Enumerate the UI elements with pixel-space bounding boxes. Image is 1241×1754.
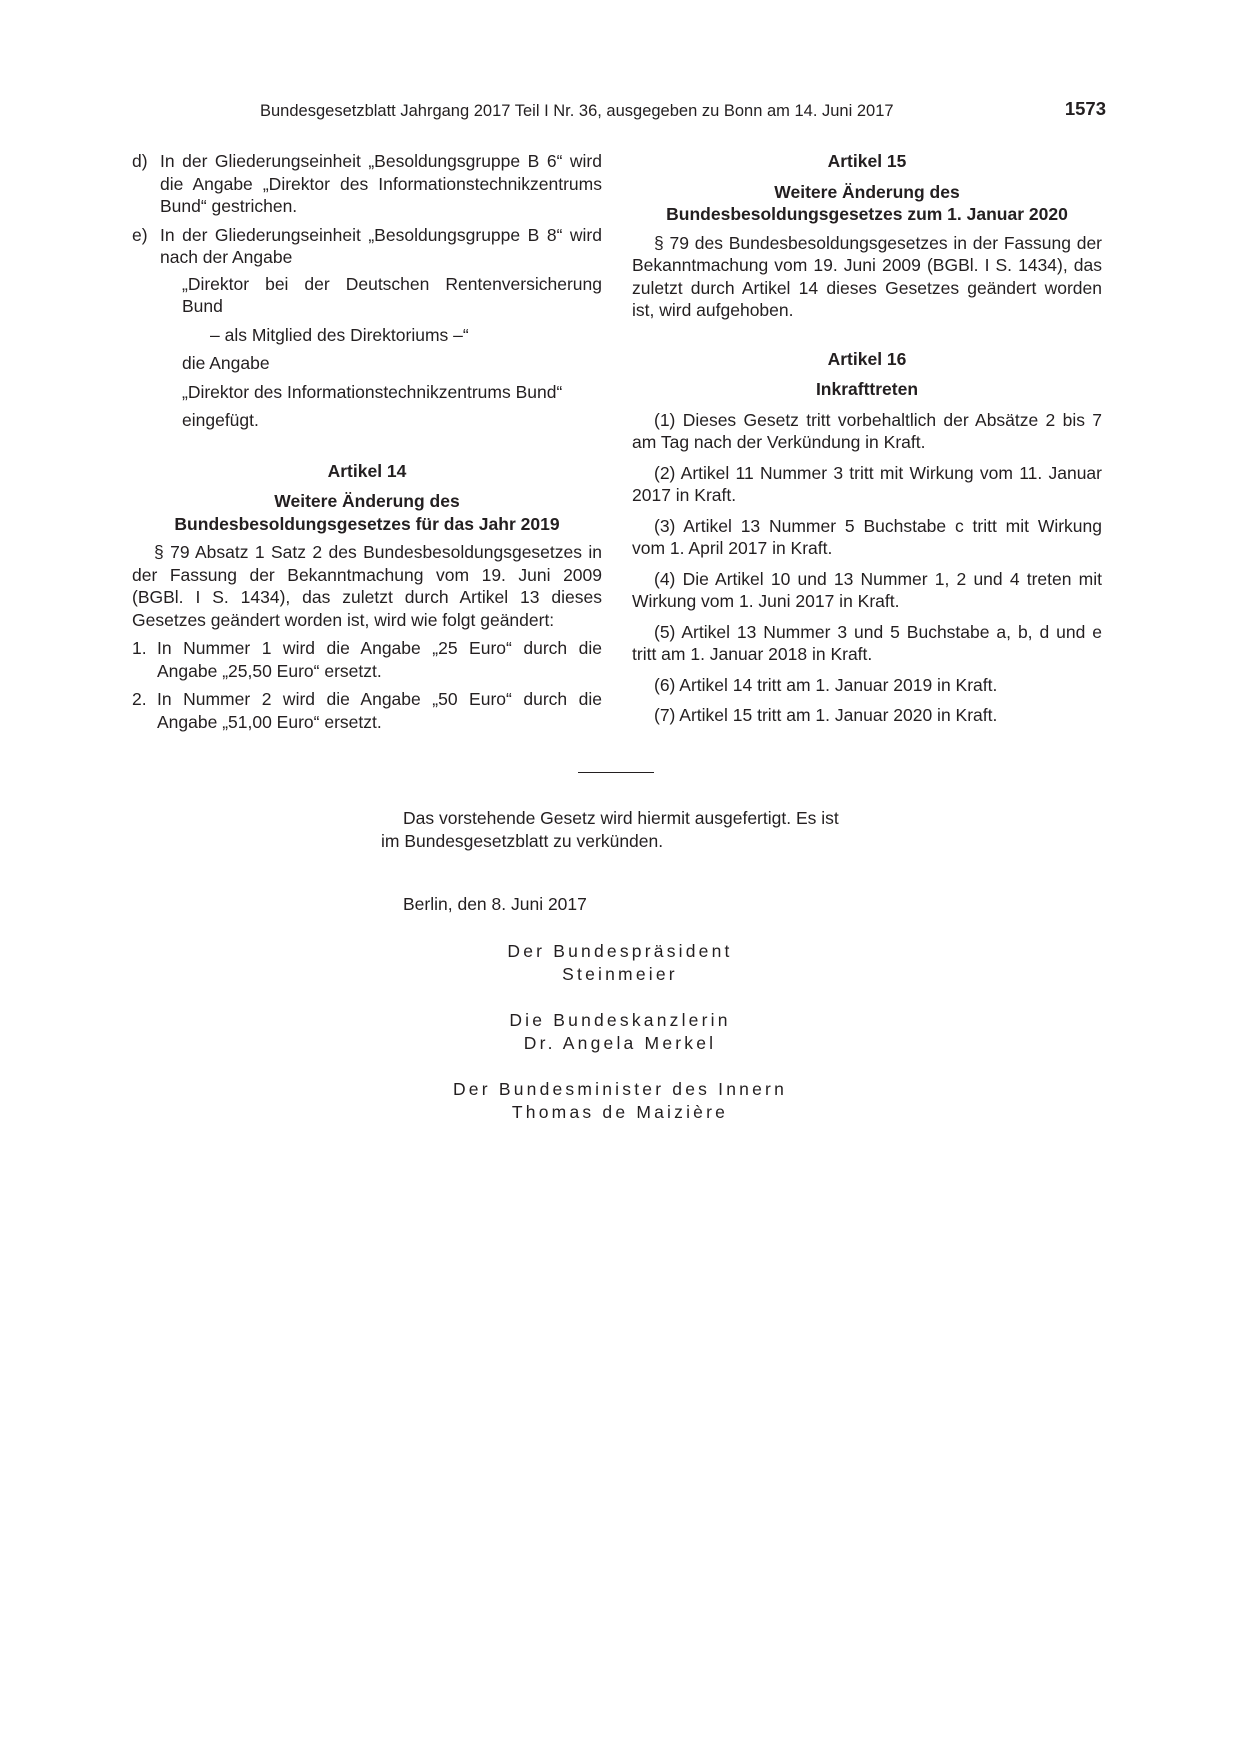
quoted-subtitle-1: – als Mitglied des Direktoriums –“ — [210, 324, 469, 345]
list-item-d — [132, 150, 602, 218]
artikel-14-subtitle — [132, 490, 602, 535]
quoted-title-1: „Direktor bei der Deutschen Rentenversicherung Bund — [182, 273, 602, 316]
signature-name: Thomas de Maizière — [511, 1101, 729, 1122]
running-header: Bundesgesetzblatt Jahrgang 2017 Teil I Nr. 36, ausgegeben zu Bonn am 14. Juni 2017 — [260, 102, 894, 120]
signature-name: Steinmeier — [562, 963, 678, 984]
quoted-title-2: „Direktor des Informationstechnikzentrums Bund“ — [182, 381, 563, 402]
connector-text: die Angabe — [182, 353, 270, 373]
item-marker: 1. — [132, 638, 147, 658]
signature-role: Der Bundespräsident — [507, 941, 733, 961]
artikel-14-title: Artikel 14 — [327, 460, 407, 481]
item-text: In der Gliederungseinheit „Besoldungsgruppe B 8“ wird nach der Angabe — [160, 224, 602, 267]
artikel-16-paragraph: (1) Dieses Gesetz tritt vorbehaltlich der Absätze 2 bis 7 am Tag nach der Verkündung in Kraft. — [632, 409, 1102, 452]
signature-block — [380, 940, 860, 985]
signature-name: Dr. Angela Merkel — [523, 1032, 717, 1053]
right-column — [632, 150, 1102, 735]
page-number: 1573 — [1064, 98, 1106, 119]
artikel-16-paragraph: (7) Artikel 15 tritt am 1. Januar 2020 in Kraft. — [654, 705, 998, 725]
signature-block — [380, 1078, 860, 1123]
signature-role: Der Bundesminister des Innern — [452, 1079, 788, 1099]
closing-block — [381, 807, 851, 860]
artikel-15-subtitle — [632, 181, 1102, 226]
subtitle-line: Bundesbesoldungsgesetzes zum 1. Januar 2020 — [666, 204, 1068, 224]
signature-role: Die Bundeskanzlerin — [509, 1010, 731, 1030]
numbered-item — [132, 637, 602, 682]
separator-rule — [578, 772, 654, 773]
artikel-16-subtitle: Inkrafttreten — [815, 379, 919, 399]
artikel-14-paragraph: § 79 Absatz 1 Satz 2 des Bundesbesoldungsgesetzes in der Fassung der Bekanntmachung vom 19. Juni 2009 (BGBl. I S. 1434), das zuletzt durch Artikel 13 dieses Gesetzes geändert worden ist, wird wie folgt geändert: — [132, 542, 602, 630]
list-item-e — [132, 224, 602, 269]
artikel-16-paragraph: (3) Artikel 13 Nummer 5 Buchstabe c tritt mit Wirkung vom 1. April 2017 in Kraft. — [632, 515, 1102, 558]
subtitle-line: Bundesbesoldungsgesetzes für das Jahr 2019 — [174, 513, 560, 534]
item-text: In Nummer 2 wird die Angabe „50 Euro“ durch die Angabe „51,00 Euro“ ersetzt. — [157, 689, 602, 732]
artikel-16-paragraph: (4) Die Artikel 10 und 13 Nummer 1, 2 und 4 treten mit Wirkung vom 1. Juni 2017 in Kraft. — [632, 568, 1102, 611]
artikel-16-paragraph: (6) Artikel 14 tritt am 1. Januar 2019 in Kraft. — [654, 674, 998, 695]
artikel-16-paragraph: (2) Artikel 11 Nummer 3 tritt mit Wirkung vom 11. Januar 2017 in Kraft. — [632, 462, 1102, 505]
numbered-item — [132, 688, 602, 733]
item-marker: d) — [132, 151, 148, 171]
quoted-block — [182, 273, 602, 432]
subtitle-line: Weitere Änderung des — [274, 491, 460, 511]
closing-statement: Das vorstehende Gesetz wird hiermit ausgefertigt. Es ist im Bundesgesetzblatt zu verkünden. — [381, 808, 839, 851]
subtitle-line: Weitere Änderung des — [774, 181, 960, 202]
signature-block — [380, 1009, 860, 1054]
item-text: In der Gliederungseinheit „Besoldungsgruppe B 6“ wird die Angabe „Direktor des Informationstechnikzentrums Bund“ gestrichen. — [160, 151, 602, 216]
item-text: In Nummer 1 wird die Angabe „25 Euro“ durch die Angabe „25,50 Euro“ ersetzt. — [157, 638, 602, 681]
item-marker: e) — [132, 224, 148, 245]
left-column — [132, 150, 602, 733]
artikel-15-title: Artikel 15 — [827, 151, 907, 171]
artikel-16-title: Artikel 16 — [827, 348, 907, 369]
artikel-16-paragraph: (5) Artikel 13 Nummer 3 und 5 Buchstabe a, b, d und e tritt am 1. Januar 2018 in Kraft. — [632, 621, 1102, 664]
artikel-15-paragraph: § 79 des Bundesbesoldungsgesetzes in der Fassung der Bekanntmachung vom 19. Juni 2009 (BGBl. I S. 1434), das zuletzt durch Artikel 14 dieses Gesetzes geändert worden ist, wird aufgehoben. — [632, 232, 1102, 320]
item-marker: 2. — [132, 689, 147, 709]
dateline: Berlin, den 8. Juni 2017 — [403, 894, 587, 914]
closing-word: eingefügt. — [182, 410, 259, 430]
